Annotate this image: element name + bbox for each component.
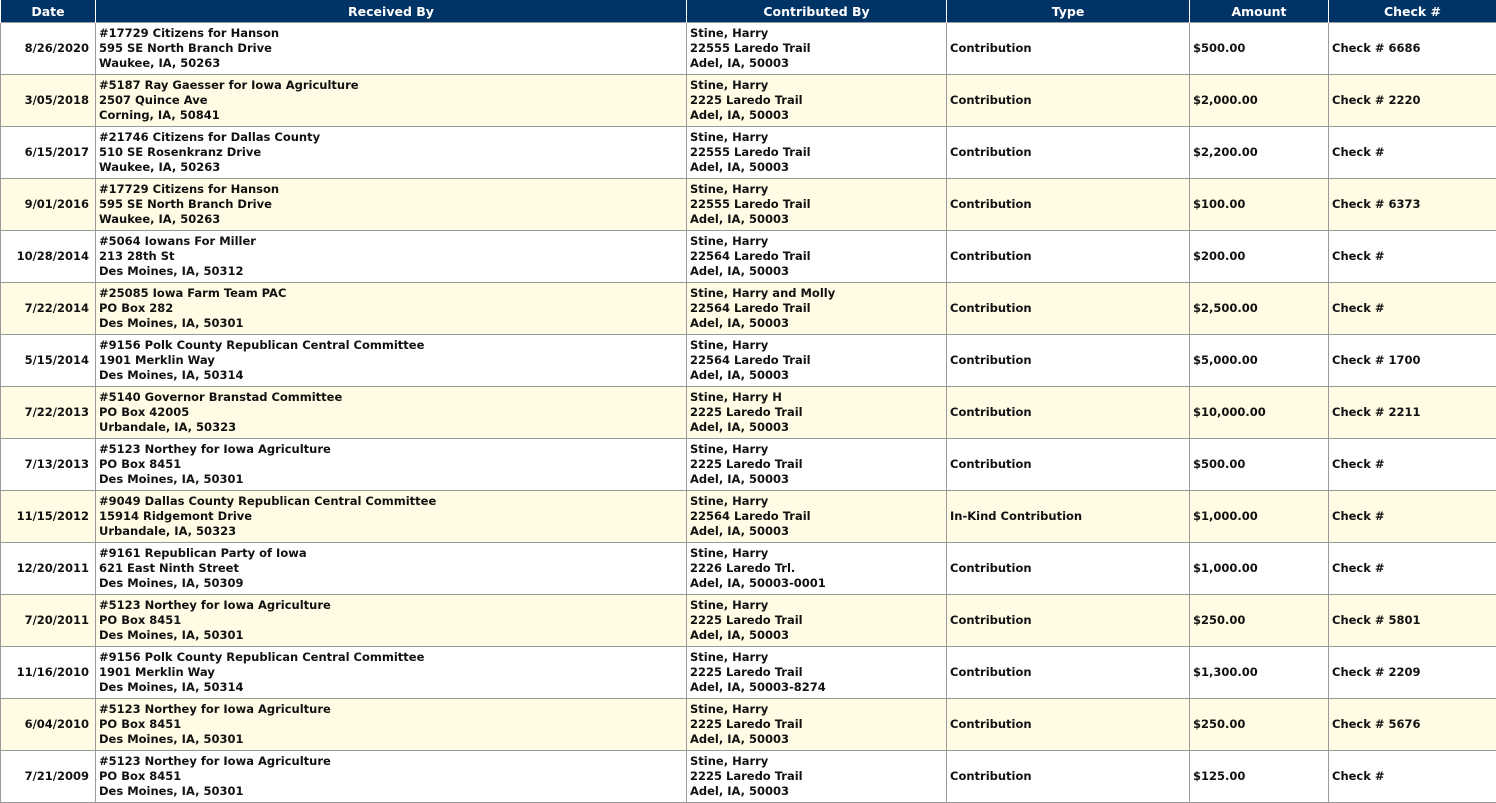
check-cell: Check # 1700 [1329,335,1496,387]
recipient-street: 621 East Ninth Street [99,561,239,575]
recipient-name: #9156 Polk County Republican Central Committee [99,338,425,352]
contributed-by-cell [687,595,947,647]
type-cell: Contribution [947,439,1190,491]
recipient-city: Waukee, IA, 50263 [99,56,221,70]
date-cell: 3/05/2018 [1,75,96,127]
check-cell: Check # [1329,283,1496,335]
received-by-cell [96,387,687,439]
contributor-name: Stine, Harry [690,234,769,248]
contributor-street: 22564 Laredo Trail [690,301,811,315]
recipient-street: 1901 Merklin Way [99,353,215,367]
contributed-by-cell [687,23,947,75]
recipient-name: #5123 Northey for Iowa Agriculture [99,754,331,768]
contributor-street: 22564 Laredo Trail [690,249,811,263]
recipient-city: Urbandale, IA, 50323 [99,420,237,434]
type-cell: Contribution [947,751,1190,803]
table-row [1,335,1496,387]
recipient-name: #9161 Republican Party of Iowa [99,546,307,560]
contributed-by-cell [687,543,947,595]
date-cell: 7/13/2013 [1,439,96,491]
received-by-cell [96,23,687,75]
recipient-city: Des Moines, IA, 50314 [99,680,244,694]
date-cell: 7/21/2009 [1,751,96,803]
table-row [1,699,1496,751]
recipient-street: 15914 Ridgemont Drive [99,509,253,523]
check-cell: Check # [1329,543,1496,595]
received-by-cell [96,335,687,387]
type-cell: Contribution [947,179,1190,231]
table-row [1,439,1496,491]
amount-cell: $125.00 [1190,751,1329,803]
recipient-city: Des Moines, IA, 50301 [99,316,244,330]
date-cell: 7/20/2011 [1,595,96,647]
date-cell: 7/22/2014 [1,283,96,335]
column-header-date[interactable]: Date [1,0,96,23]
recipient-street: 1901 Merklin Way [99,665,215,679]
contributor-name: Stine, Harry [690,78,769,92]
contributor-city: Adel, IA, 50003 [690,628,790,642]
contributor-city: Adel, IA, 50003 [690,472,790,486]
table-row [1,179,1496,231]
amount-cell: $1,000.00 [1190,543,1329,595]
date-cell: 11/16/2010 [1,647,96,699]
recipient-street: 510 SE Rosenkranz Drive [99,145,262,159]
type-cell: In-Kind Contribution [947,491,1190,543]
contributed-by-cell [687,751,947,803]
contributor-street: 2225 Laredo Trail [690,769,803,783]
received-by-cell [96,75,687,127]
contributor-name: Stine, Harry [690,494,769,508]
contributor-city: Adel, IA, 50003 [690,420,790,434]
recipient-name: #9049 Dallas County Republican Central Committee [99,494,437,508]
contributor-street: 22564 Laredo Trail [690,353,811,367]
contributed-by-cell [687,491,947,543]
recipient-name: #5123 Northey for Iowa Agriculture [99,598,331,612]
contributor-name: Stine, Harry [690,754,769,768]
recipient-street: PO Box 282 [99,301,174,315]
contributor-name: Stine, Harry [690,442,769,456]
check-cell: Check # 2209 [1329,647,1496,699]
amount-cell: $5,000.00 [1190,335,1329,387]
table-row [1,647,1496,699]
amount-cell: $100.00 [1190,179,1329,231]
contributed-by-cell [687,75,947,127]
table-body [1,23,1496,803]
contributor-city: Adel, IA, 50003 [690,368,790,382]
recipient-city: Des Moines, IA, 50301 [99,628,244,642]
recipient-name: #5064 Iowans For Miller [99,234,256,248]
received-by-cell [96,231,687,283]
type-cell: Contribution [947,127,1190,179]
amount-cell: $500.00 [1190,439,1329,491]
check-cell: Check # [1329,439,1496,491]
check-cell: Check # 2220 [1329,75,1496,127]
received-by-cell [96,647,687,699]
recipient-city: Des Moines, IA, 50312 [99,264,244,278]
contributor-street: 2225 Laredo Trail [690,717,803,731]
contributor-city: Adel, IA, 50003 [690,56,790,70]
received-by-cell [96,491,687,543]
recipient-street: PO Box 8451 [99,613,182,627]
contributor-street: 2225 Laredo Trail [690,457,803,471]
contributed-by-cell [687,231,947,283]
contributor-name: Stine, Harry [690,130,769,144]
contributor-name: Stine, Harry [690,182,769,196]
type-cell: Contribution [947,231,1190,283]
amount-cell: $250.00 [1190,595,1329,647]
recipient-name: #5123 Northey for Iowa Agriculture [99,442,331,456]
recipient-name: #17729 Citizens for Hanson [99,182,280,196]
type-cell: Contribution [947,595,1190,647]
date-cell: 5/15/2014 [1,335,96,387]
recipient-city: Des Moines, IA, 50301 [99,472,244,486]
check-cell: Check # [1329,127,1496,179]
contributed-by-cell [687,179,947,231]
recipient-name: #5187 Ray Gaesser for Iowa Agriculture [99,78,359,92]
recipient-name: #17729 Citizens for Hanson [99,26,280,40]
table-row [1,751,1496,803]
contributed-by-cell [687,127,947,179]
recipient-street: 213 28th St [99,249,175,263]
contributor-name: Stine, Harry [690,650,769,664]
contributor-name: Stine, Harry [690,546,769,560]
contributed-by-cell [687,335,947,387]
amount-cell: $500.00 [1190,23,1329,75]
contributor-city: Adel, IA, 50003 [690,316,790,330]
contributed-by-cell [687,647,947,699]
column-header-type[interactable]: Type [947,0,1190,23]
recipient-name: #21746 Citizens for Dallas County [99,130,321,144]
received-by-cell [96,751,687,803]
recipient-city: Urbandale, IA, 50323 [99,524,237,538]
type-cell: Contribution [947,335,1190,387]
contributor-name: Stine, Harry and Molly [690,286,836,300]
recipient-street: 595 SE North Branch Drive [99,41,272,55]
contributor-street: 2225 Laredo Trail [690,405,803,419]
check-cell: Check # 6686 [1329,23,1496,75]
table-row [1,23,1496,75]
check-cell: Check # 5676 [1329,699,1496,751]
table-row [1,283,1496,335]
contributor-name: Stine, Harry [690,598,769,612]
check-cell: Check # 5801 [1329,595,1496,647]
contributor-name: Stine, Harry [690,702,769,716]
check-cell: Check # [1329,231,1496,283]
recipient-street: PO Box 8451 [99,457,182,471]
contributor-street: 22564 Laredo Trail [690,509,811,523]
recipient-name: #5123 Northey for Iowa Agriculture [99,702,331,716]
column-header-received-by[interactable]: Received By [96,0,687,23]
recipient-city: Waukee, IA, 50263 [99,212,221,226]
column-header-amount[interactable]: Amount [1190,0,1329,23]
column-header-check[interactable]: Check # [1329,0,1496,23]
recipient-city: Corning, IA, 50841 [99,108,220,122]
date-cell: 8/26/2020 [1,23,96,75]
contributor-city: Adel, IA, 50003 [690,524,790,538]
received-by-cell [96,699,687,751]
table-row [1,543,1496,595]
amount-cell: $1,000.00 [1190,491,1329,543]
check-cell: Check # 2211 [1329,387,1496,439]
date-cell: 6/15/2017 [1,127,96,179]
type-cell: Contribution [947,75,1190,127]
recipient-street: PO Box 42005 [99,405,190,419]
contributor-name: Stine, Harry [690,26,769,40]
recipient-street: PO Box 8451 [99,769,182,783]
recipient-city: Des Moines, IA, 50309 [99,576,244,590]
contributed-by-cell [687,439,947,491]
date-cell: 11/15/2012 [1,491,96,543]
recipient-city: Des Moines, IA, 50301 [99,784,244,798]
table-row [1,127,1496,179]
type-cell: Contribution [947,699,1190,751]
contributed-by-cell [687,283,947,335]
recipient-city: Des Moines, IA, 50301 [99,732,244,746]
contributor-name: Stine, Harry [690,338,769,352]
amount-cell: $2,000.00 [1190,75,1329,127]
recipient-street: PO Box 8451 [99,717,182,731]
recipient-name: #25085 Iowa Farm Team PAC [99,286,287,300]
contributor-street: 22555 Laredo Trail [690,197,811,211]
column-header-contributed-by[interactable]: Contributed By [687,0,947,23]
amount-cell: $2,500.00 [1190,283,1329,335]
type-cell: Contribution [947,283,1190,335]
contributor-street: 2225 Laredo Trail [690,93,803,107]
received-by-cell [96,283,687,335]
contributor-street: 2225 Laredo Trail [690,665,803,679]
check-cell: Check # 6373 [1329,179,1496,231]
contributor-name: Stine, Harry H [690,390,782,404]
contributor-city: Adel, IA, 50003 [690,732,790,746]
amount-cell: $10,000.00 [1190,387,1329,439]
table-row [1,387,1496,439]
date-cell: 12/20/2011 [1,543,96,595]
type-cell: Contribution [947,387,1190,439]
received-by-cell [96,595,687,647]
type-cell: Contribution [947,23,1190,75]
check-cell: Check # [1329,491,1496,543]
table-row [1,595,1496,647]
amount-cell: $2,200.00 [1190,127,1329,179]
check-cell: Check # [1329,751,1496,803]
contributed-by-cell [687,387,947,439]
contributor-city: Adel, IA, 50003-8274 [690,680,826,694]
date-cell: 9/01/2016 [1,179,96,231]
table-row [1,231,1496,283]
date-cell: 7/22/2013 [1,387,96,439]
contributor-city: Adel, IA, 50003 [690,264,790,278]
received-by-cell [96,179,687,231]
received-by-cell [96,127,687,179]
recipient-name: #9156 Polk County Republican Central Committee [99,650,425,664]
recipient-city: Des Moines, IA, 50314 [99,368,244,382]
contributor-city: Adel, IA, 50003 [690,784,790,798]
contributed-by-cell [687,699,947,751]
amount-cell: $1,300.00 [1190,647,1329,699]
recipient-street: 2507 Quince Ave [99,93,208,107]
amount-cell: $200.00 [1190,231,1329,283]
date-cell: 10/28/2014 [1,231,96,283]
contributor-city: Adel, IA, 50003-0001 [690,576,826,590]
contributor-street: 22555 Laredo Trail [690,41,811,55]
contributor-street: 2226 Laredo Trl. [690,561,796,575]
amount-cell: $250.00 [1190,699,1329,751]
recipient-street: 595 SE North Branch Drive [99,197,272,211]
table-row [1,75,1496,127]
table-header [1,0,1496,23]
contributor-street: 2225 Laredo Trail [690,613,803,627]
table-row [1,491,1496,543]
header-row [1,0,1496,23]
recipient-name: #5140 Governor Branstad Committee [99,390,343,404]
type-cell: Contribution [947,647,1190,699]
date-cell: 6/04/2010 [1,699,96,751]
received-by-cell [96,439,687,491]
contributor-street: 22555 Laredo Trail [690,145,811,159]
type-cell: Contribution [947,543,1190,595]
recipient-city: Waukee, IA, 50263 [99,160,221,174]
received-by-cell [96,543,687,595]
contributor-city: Adel, IA, 50003 [690,212,790,226]
contributor-city: Adel, IA, 50003 [690,108,790,122]
contributor-city: Adel, IA, 50003 [690,160,790,174]
